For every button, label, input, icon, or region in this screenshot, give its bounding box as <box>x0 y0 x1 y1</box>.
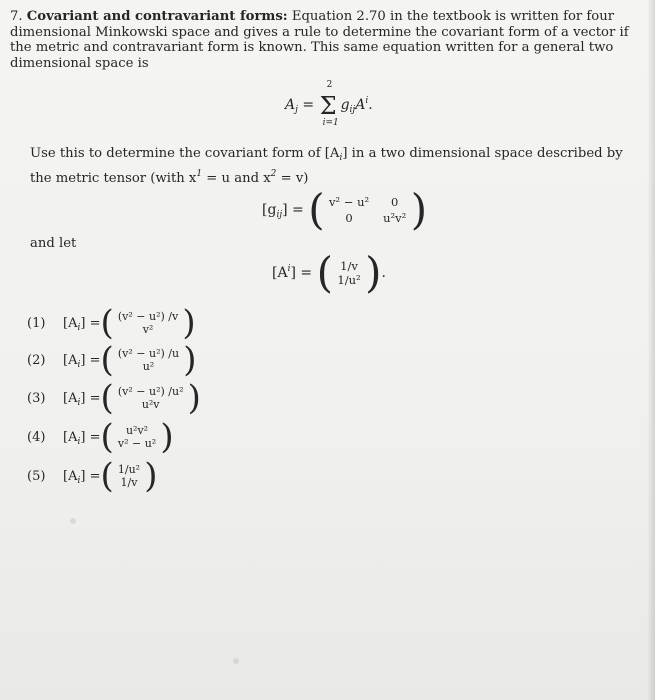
answer-option-1[interactable]: (1) $[A_i]$ =( (v² − u²) /v v² ) <box>27 303 196 343</box>
answer-option-5[interactable]: (5) $[A_i]$ =( 1/u² 1/v ) <box>27 456 158 496</box>
summation-symbol: 2 Σ i=1 <box>319 80 339 128</box>
contravariant-vector: 1/v 1/u² <box>337 259 361 287</box>
answer-option-4[interactable]: (4) $[A_i]$ =( u²v² v² − u² ) <box>27 417 174 457</box>
metric-matrix: v² − u² 0 0 u²v² <box>329 195 407 225</box>
summation-equation: $A_j$ = 2 Σ i=1 $g_{ij}A^i$. <box>285 80 373 128</box>
problem-intro <box>10 9 638 71</box>
contravariant-vector-equation: $[A^i]$ = ( 1/v 1/u² ). <box>272 248 386 297</box>
paper-speck <box>70 518 76 524</box>
problem-title: Covariant and contravariant forms: <box>26 9 288 24</box>
paper-speck <box>233 658 239 664</box>
and-let-label: and let <box>30 236 77 251</box>
metric-tensor-equation: $[g_{ij}]$ = ( v² − u² 0 0 u²v² ) <box>262 185 428 234</box>
page-edge-shadow <box>647 0 655 700</box>
problem-intro-text: Equation 2.70 in the textbook is written for four dimensional Minkowski space and gives a rule to determine the covariant form of a vector if the metric and contravariant form is known. This same equation written for a general two dimensional space is <box>10 9 629 71</box>
answer-option-3[interactable]: (3) $[A_i]$ =( (v² − u²) /u² u²v ) <box>27 378 201 418</box>
problem-number: 7. <box>10 9 23 24</box>
instructions-paragraph: Use this to determine the covariant form of $[A_i]$ in a two dimensional space described by the metric tensor (with $x^1 = u$ and $x^2 = v$) <box>30 146 623 186</box>
answer-option-2[interactable]: (2) $[A_i]$ =( (v² − u²) /u u² ) <box>27 340 197 380</box>
